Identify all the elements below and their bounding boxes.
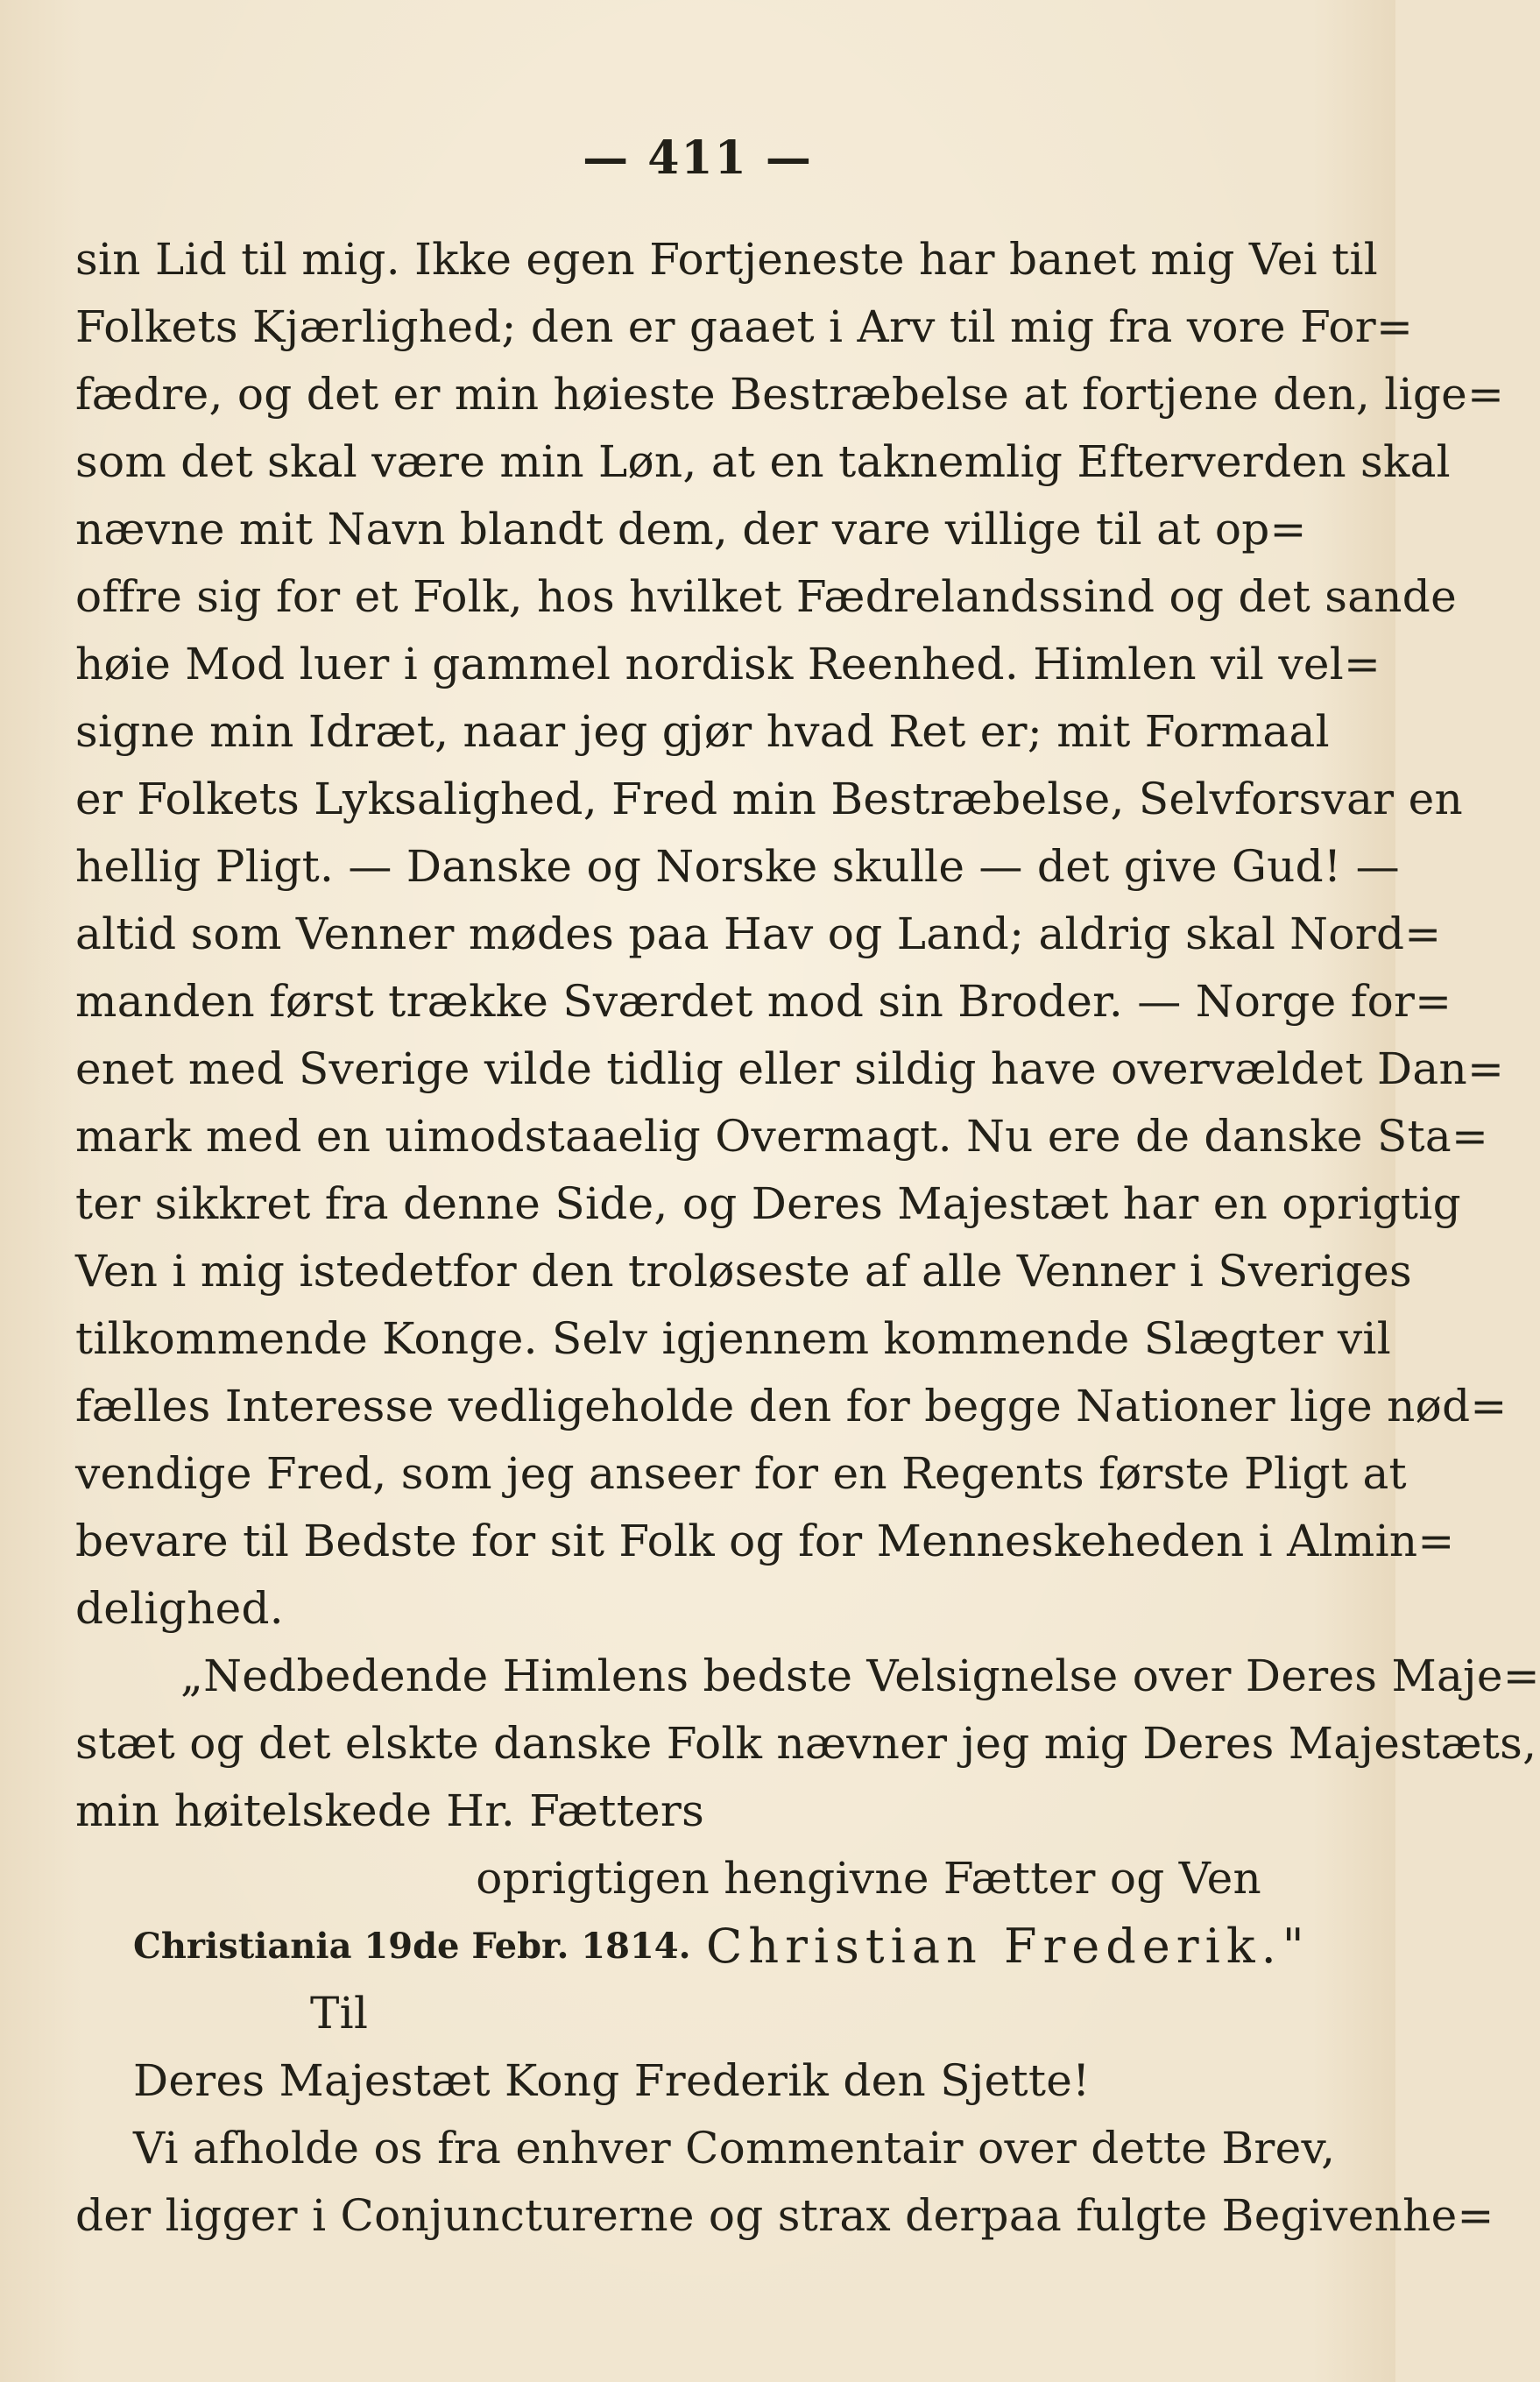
signature-line (75, 1912, 1310, 1980)
text-line: tilkommende Konge. Selv igjennem kommende Slægter vil (75, 1313, 1392, 1364)
text-line: er Folkets Lyksalighed, Fred min Bestræbelse, Selvforsvar en (75, 774, 1463, 824)
text-line: enet med Sverige vilde tidlig eller sildig have overvældet Dan= (75, 1043, 1505, 1094)
closing-line: stæt og det elskte danske Folk nævner jeg mig Deres Majestæts, (75, 1718, 1537, 1769)
text-line: signe min Idræt, naar jeg gjør hvad Ret er; mit Formaal (75, 706, 1330, 757)
signoff: oprigtigen hengivne Fætter og Ven (476, 1853, 1261, 1904)
text-line: fælles Interesse vedligeholde den for begge Nationer lige nød= (75, 1381, 1508, 1431)
text-line: mark med en uimodstaaelig Overmagt. Nu ere de danske Sta= (75, 1111, 1489, 1162)
text-line: offre sig for et Folk, hos hvilket Fædrelandssind og det sande (75, 571, 1457, 622)
text-line: hellig Pligt. — Danske og Norske skulle — det give Gud! — (75, 841, 1400, 892)
text-line: vendige Fred, som jeg anseer for en Regents første Pligt at (75, 1448, 1407, 1499)
text-line: Folkets Kjærlighed; den er gaaet i Arv til mig fra vore For= (75, 301, 1414, 352)
text-line: altid som Venner mødes paa Hav og Land; aldrig skal Nord= (75, 908, 1442, 959)
text-line: Vi afholde os fra enhver Commentair over dette Brev, (133, 2123, 1336, 2173)
signature: Christian Frederik." (706, 1919, 1310, 1974)
text-line: bevare til Bedste for sit Folk og for Menneskeheden i Almin= (75, 1516, 1455, 1566)
text-line: Ven i mig istedetfor den troløseste af alle Venner i Sveriges (75, 1246, 1412, 1297)
text-line: høie Mod luer i gammel nordisk Reenhed. Himlen vil vel= (75, 639, 1381, 689)
addressee-line: Deres Majestæt Kong Frederik den Sjette! (133, 2055, 1091, 2106)
text-line: ter sikkret fra denne Side, og Deres Majestæt har en oprigtig (75, 1178, 1461, 1229)
text-line: fædre, og det er min høieste Bestræbelse at fortjene den, lige= (75, 369, 1505, 420)
closing-line: „Nedbedende Himlens bedste Velsignelse over Deres Maje= (180, 1650, 1540, 1701)
closing-line: min høitelskede Hr. Fætters (75, 1785, 705, 1836)
til-line: Til (310, 1988, 369, 2039)
text-line: sin Lid til mig. Ikke egen Fortjeneste har banet mig Vei til (75, 234, 1379, 285)
place-date: Christiania 19de Febr. 1814. (133, 1926, 691, 1967)
text-line: som det skal være min Løn, at en taknemlig Efterverden skal (75, 436, 1451, 487)
text-line: manden først trække Sværdet mod sin Broder. — Norge for= (75, 976, 1452, 1027)
page-number: — 411 — (583, 131, 813, 185)
text-line: der ligger i Conjuncturerne og strax derpaa fulgte Begivenhe= (75, 2190, 1494, 2241)
body-text (75, 226, 1540, 2250)
text-line: nævne mit Navn blandt dem, der vare villige til at op= (75, 504, 1307, 555)
text-line: delighed. (75, 1583, 284, 1634)
